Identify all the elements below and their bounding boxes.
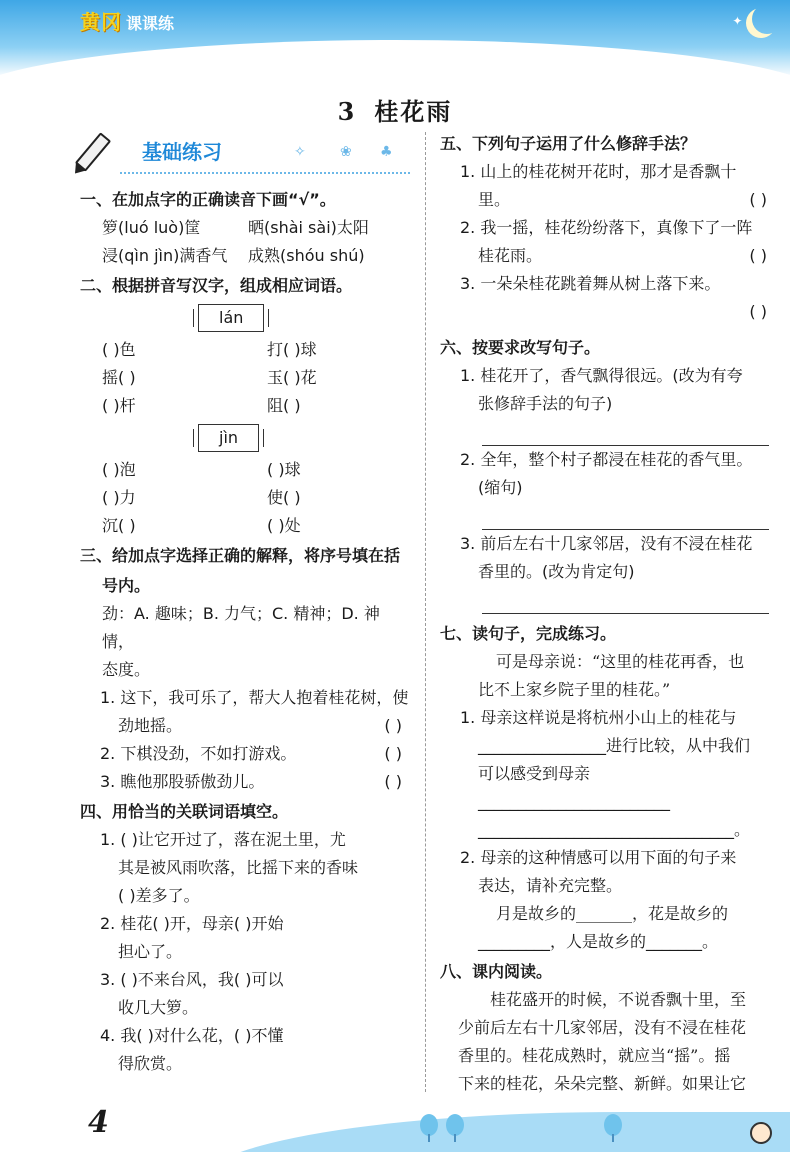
question-text: 2. 下棋没劲，不如打游戏。 <box>100 744 297 763</box>
question-cont: ( )差多了。 <box>118 886 200 905</box>
question-cont: 表达，请补充完整。 <box>478 876 623 895</box>
question-cont: 担心了。 <box>118 942 183 961</box>
question-cont <box>80 712 410 740</box>
word-blank[interactable]: ( )色 <box>102 340 136 359</box>
pinyin-choice: 浸(qìn jìn)满香气 <box>102 246 228 265</box>
pinyin-choice: 箩(luó luò)筐 <box>102 218 201 237</box>
question: 2. 桂花( )开，母亲( )开始 <box>100 914 284 933</box>
word-blank[interactable]: ( )处 <box>267 516 301 535</box>
question-text: 桂花雨。 <box>478 246 543 265</box>
cloud-decoration <box>0 40 790 78</box>
answer-paren[interactable]: ( ) <box>749 302 767 321</box>
fill-sentence: 月是故乡的_______，花是故乡的 <box>496 904 729 923</box>
question: 2. 全年，整个村子都浸在桂花的香气里。 <box>460 450 753 469</box>
question: 3. ( )不来台风，我( )可以 <box>100 970 284 989</box>
child-icon <box>750 1122 772 1144</box>
page-footer <box>0 1092 790 1152</box>
question: 4. 我( )对什么花，( )不懂 <box>100 1026 284 1045</box>
question-cont: 其是被风雨吹落，比摇下来的香味 <box>118 858 359 877</box>
answer-paren[interactable]: ( ) <box>384 772 402 791</box>
star-icon: ✦ · <box>732 14 750 28</box>
question-cont <box>440 186 775 214</box>
definition: 劲：A. 趣味；B. 力气；C. 精神；D. 神情， <box>102 604 380 651</box>
question: 1. ( )让它开过了，落在泥土里，尤 <box>100 830 346 849</box>
word-blank[interactable]: 打( )球 <box>267 340 317 359</box>
left-column <box>80 128 410 1078</box>
brand-logo-text: 黄冈 <box>80 10 122 34</box>
word-blank[interactable]: 玉( )花 <box>267 368 317 387</box>
word-blank[interactable]: 沉( ) <box>102 516 136 535</box>
answer-line[interactable] <box>482 586 769 614</box>
page-title <box>0 92 790 127</box>
word-blank[interactable]: ( )泡 <box>102 460 136 479</box>
question-cont: 得欣赏。 <box>118 1054 183 1073</box>
tree-icon <box>446 1114 464 1136</box>
reading-passage-cont: 少前后左右十几家邻居，没有不浸在桂花 <box>458 1018 747 1037</box>
reading-passage-cont: 香里的。桂花成熟时，就应当“摇”。摇 <box>458 1046 731 1065</box>
dotted-underline <box>120 172 410 174</box>
word-blank[interactable]: ( )杆 <box>102 396 136 415</box>
question-text: 3. 瞧他那股骄傲劲儿。 <box>100 772 265 791</box>
section-3-title: 三、给加点字选择正确的解释，将序号填在括 <box>80 546 401 565</box>
page-number: 4 <box>88 1105 109 1140</box>
question-text: 劲地摇。 <box>118 716 183 735</box>
section-3-title-cont: 号内。 <box>102 576 151 595</box>
word-grid-2 <box>80 456 410 540</box>
word-blank[interactable]: ( )力 <box>102 488 136 507</box>
word-blank[interactable]: ( )球 <box>267 460 301 479</box>
question: 2. 我一摇，桂花纷纷落下，真像下了一阵 <box>460 218 753 237</box>
section-8-title: 八、课内阅读。 <box>440 962 553 981</box>
section-4-title: 四、用恰当的关联词语填空。 <box>80 802 289 821</box>
word-grid-1 <box>80 336 410 420</box>
answer-paren[interactable]: ( ) <box>384 716 402 735</box>
answer-line[interactable] <box>482 418 769 446</box>
question <box>80 768 410 796</box>
question-cont: 张修辞手法的句子) <box>478 394 613 413</box>
page-header <box>0 0 790 78</box>
lesson-title: 桂花雨 <box>374 98 453 126</box>
question: 1. 桂花开了，香气飘得很远。(改为有夸 <box>460 366 743 385</box>
word-blank[interactable]: 使( ) <box>267 488 301 507</box>
lesson-number: 3 <box>337 97 357 126</box>
section-7-title: 七、读句子，完成练习。 <box>440 624 617 643</box>
wave-decoration <box>200 1112 790 1152</box>
question-cont <box>440 242 775 270</box>
pinyin-box: lán <box>198 304 264 332</box>
question: 2. 母亲的这种情感可以用下面的句子来 <box>460 848 737 867</box>
question: 1. 母亲这样说是将杭州小山上的桂花与 <box>460 708 737 727</box>
brand <box>80 6 174 35</box>
definition-cont: 态度。 <box>102 660 151 679</box>
section-1-row-2 <box>80 242 410 270</box>
brand-subtitle: 课课练 <box>126 14 175 33</box>
answer-line[interactable] <box>482 502 769 530</box>
question-cont <box>440 298 775 326</box>
basic-practice-header <box>80 128 410 184</box>
section-6-title: 六、按要求改写句子。 <box>440 338 601 357</box>
question-cont: 香里的。(改为肯定句) <box>478 562 635 581</box>
question-text: 里。 <box>478 190 511 209</box>
column-divider <box>425 132 426 1092</box>
answer-paren[interactable]: ( ) <box>749 246 767 265</box>
question-cont: ________________进行比较，从中我们 <box>478 736 751 755</box>
question: 3. 前后左右十几家邻居，没有不浸在桂花 <box>460 534 753 553</box>
question: 1. 这下，我可乐了，帮大人抱着桂花树，使 <box>100 688 409 707</box>
basic-practice-title: 基础练习 <box>142 140 222 164</box>
section-2-title: 二、根据拼音写汉字，组成相应词语。 <box>80 276 353 295</box>
fill-sentence-cont: _________，人是故乡的_______。 <box>478 932 719 951</box>
sparkle-icon: ✧ <box>294 144 306 160</box>
reading-passage: 桂花盛开的时候，不说香飘十里，至 <box>490 990 747 1009</box>
quote-text-cont: 比不上家乡院子里的桂花。” <box>478 680 671 699</box>
pinyin-choice: 成熟(shóu shú) <box>248 246 365 265</box>
pinyin-choice: 晒(shài sài)太阳 <box>248 218 369 237</box>
flower-icon: ❀ <box>340 144 352 160</box>
section-5-title: 五、下列句子运用了什么修辞手法？ <box>440 134 697 153</box>
answer-paren[interactable]: ( ) <box>384 744 402 763</box>
reading-passage-cont: 下来的桂花，朵朵完整、新鲜。如果让它 <box>458 1074 747 1093</box>
tree-icon: ♣ <box>380 144 393 160</box>
moon-icon <box>752 4 782 34</box>
quote-text: 可是母亲说：“这里的桂花再香，也 <box>496 652 745 671</box>
question-cont: ________________________________。 <box>478 820 751 839</box>
question: 3. 一朵朵桂花跳着舞从树上落下来。 <box>460 274 721 293</box>
tree-icon <box>420 1114 438 1136</box>
word-blank[interactable]: 摇( ) <box>102 368 136 387</box>
answer-paren[interactable]: ( ) <box>749 190 767 209</box>
right-column <box>440 128 775 1098</box>
question-cont: 收几大箩。 <box>118 998 199 1017</box>
word-blank[interactable]: 阻( ) <box>267 396 301 415</box>
question: 1. 山上的桂花树开花时，那才是香飘十 <box>460 162 737 181</box>
question-cont: (缩句) <box>478 478 523 497</box>
pinyin-box: jìn <box>198 424 259 452</box>
section-1-title: 一、在加点字的正确读音下画“√”。 <box>80 190 336 209</box>
question <box>80 740 410 768</box>
tree-icon <box>604 1114 622 1136</box>
question-cont: 可以感受到母亲________________________ <box>478 764 670 811</box>
section-1-row-1 <box>80 214 410 242</box>
pencil-icon <box>75 132 111 172</box>
